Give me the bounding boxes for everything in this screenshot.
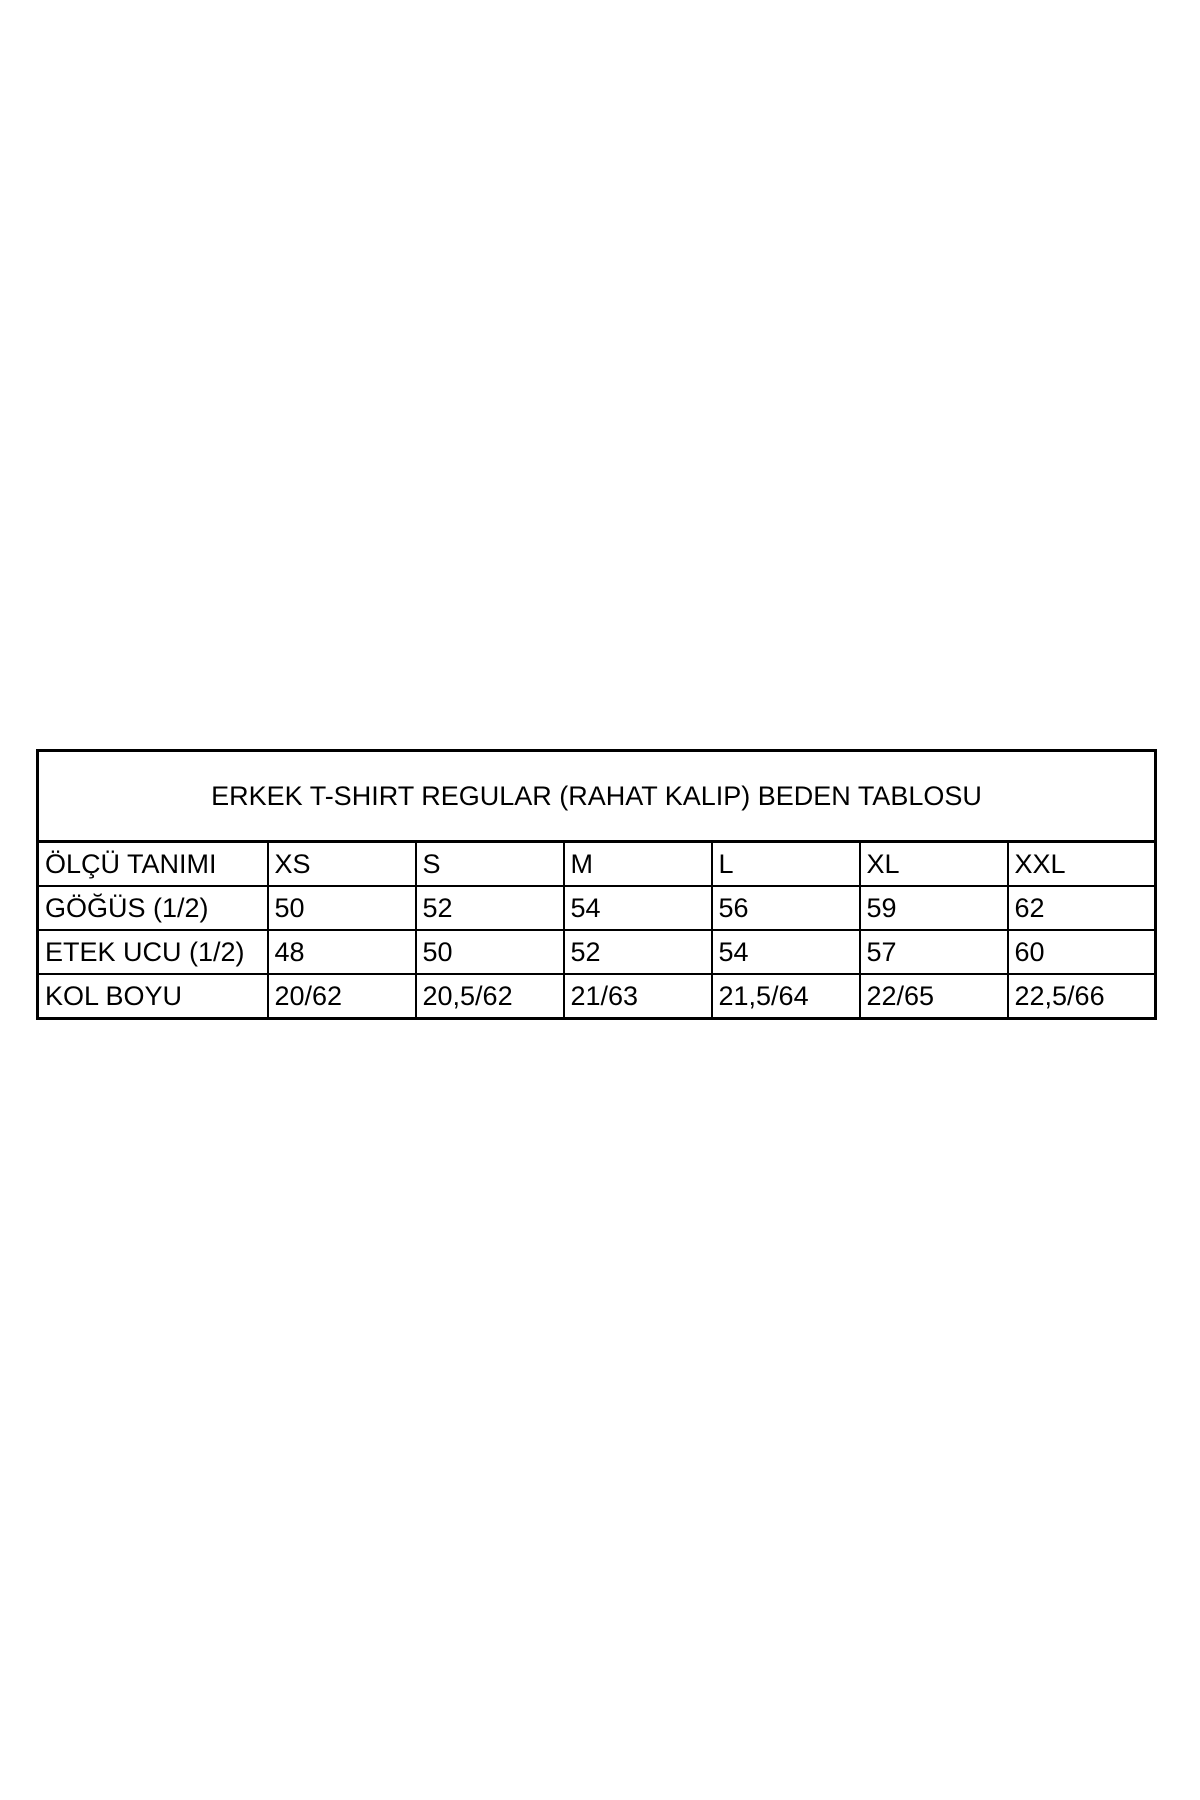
table-title: ERKEK T-SHIRT REGULAR (RAHAT KALIP) BEDEN TABLOSU	[38, 751, 1156, 842]
size-header-l: L	[712, 842, 860, 887]
table-cell: 50	[416, 930, 564, 974]
table-cell: 54	[712, 930, 860, 974]
table-cell: 52	[416, 886, 564, 930]
table-cell: 22,5/66	[1008, 974, 1156, 1019]
table-row	[38, 974, 1156, 1019]
size-header-xl: XL	[860, 842, 1008, 887]
size-chart-table	[36, 749, 1157, 1020]
table-cell: 57	[860, 930, 1008, 974]
table-cell: 62	[1008, 886, 1156, 930]
table-cell: 59	[860, 886, 1008, 930]
table-cell: 21/63	[564, 974, 712, 1019]
table-cell: 21,5/64	[712, 974, 860, 1019]
title-row	[38, 751, 1156, 842]
table-cell: 20/62	[268, 974, 416, 1019]
header-row	[38, 842, 1156, 887]
row-label: ETEK UCU (1/2)	[38, 930, 268, 974]
table-cell: 60	[1008, 930, 1156, 974]
table-cell: 52	[564, 930, 712, 974]
table-cell: 50	[268, 886, 416, 930]
table-row	[38, 930, 1156, 974]
header-label-cell: ÖLÇÜ TANIMI	[38, 842, 268, 887]
size-header-xxl: XXL	[1008, 842, 1156, 887]
table-cell: 48	[268, 930, 416, 974]
table-cell: 20,5/62	[416, 974, 564, 1019]
table-row	[38, 886, 1156, 930]
size-header-m: M	[564, 842, 712, 887]
size-header-s: S	[416, 842, 564, 887]
size-header-xs: XS	[268, 842, 416, 887]
table-cell: 22/65	[860, 974, 1008, 1019]
table-cell: 56	[712, 886, 860, 930]
row-label: GÖĞÜS (1/2)	[38, 886, 268, 930]
row-label: KOL BOYU	[38, 974, 268, 1019]
table-cell: 54	[564, 886, 712, 930]
